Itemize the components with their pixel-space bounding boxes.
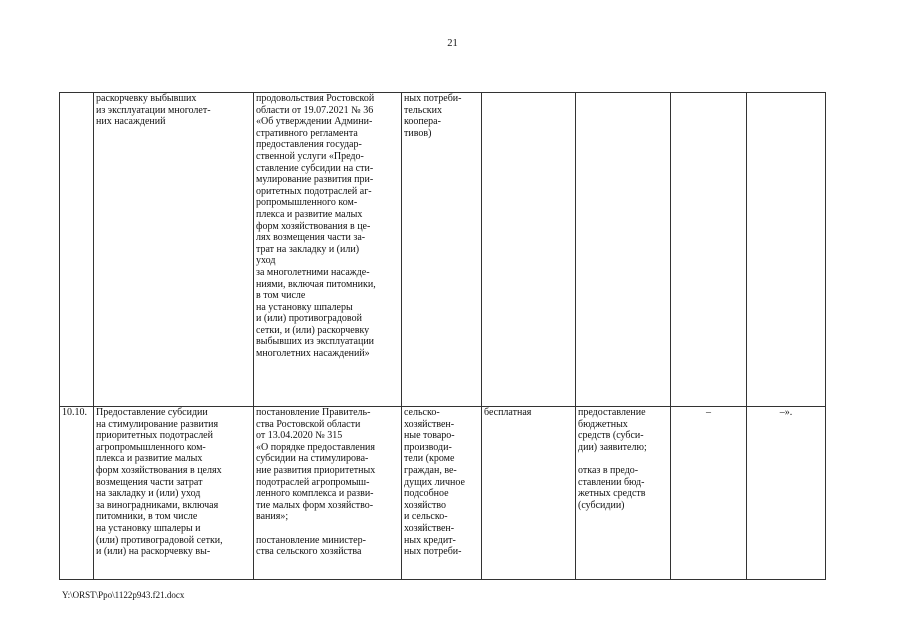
column-8-cell: –». [747,407,826,580]
legal-basis-cell: постановление Правитель- ства Ростовской области от 13.04.2020 № 315 «О порядке предоставления субсидии на стимулирова- ние развития приоритетных подотраслей агропромыш- ленного комплекса и разви- тие малых форм хозяйство- вания»; постановление министер- ства сельского хозяйства [254,407,402,580]
column-8-cell [747,93,826,407]
recipients-cell: сельско- хозяйствен- ные товаро- производи- тели (кроме граждан, ве- дущих личное подсобное хозяйство и сельско- хозяйствен- ных кредит- ных потреби- [402,407,482,580]
grounds-cell: предоставление бюджетных средств (субси- дии) заявителю; отказ в предо- ставлении бюд- жетных средств (субсидии) [576,407,671,580]
services-table [59,92,826,580]
footer-file-path: Y:\ORST\Ppo\1122p943.f21.docx [62,590,185,600]
column-7-cell: – [671,407,747,580]
table-row [60,93,826,407]
service-name-cell: Предоставление субсидии на стимулирование развития приоритетных подотраслей агропромышленного ком- плекса и развитие малых форм хозяйствования в целях возмещения части затрат на закладку и (или) уход за виноградниками, включая питомники, в том числе на установку шпалеры и (или) противоградовой сетки, и (или) на раскорчевку вы- [94,407,254,580]
table-row [60,407,826,580]
row-number-cell: 10.10. [60,407,94,580]
payment-cell: бесплатная [482,407,576,580]
recipients-cell: ных потреби- тельских коопера- тивов) [402,93,482,407]
service-name-cell: раскорчевку выбывших из эксплуатации многолет- них насаждений [94,93,254,407]
page-number: 21 [447,38,458,49]
legal-basis-cell: продовольствия Ростовской области от 19.07.2021 № 36 «Об утверждении Админи- стративного регламента предоставления государ- ственной услуги «Предо- ставление субсидии на сти- мулирование развития при- оритетных подотраслей аг- ропромышленного ком- плекса и развитие малых форм хозяйствования в це- лях возмещения части за- трат на закладку и (или) уход за многолетними насажде- ниями, включая питомники, в том числе на установку шпалеры и (или) противоградовой сетки, и (или) раскорчевку выбывших из эксплуатации многолетних насаждений» [254,93,402,407]
grounds-cell [576,93,671,407]
payment-cell [482,93,576,407]
column-7-cell [671,93,747,407]
row-number-cell [60,93,94,407]
